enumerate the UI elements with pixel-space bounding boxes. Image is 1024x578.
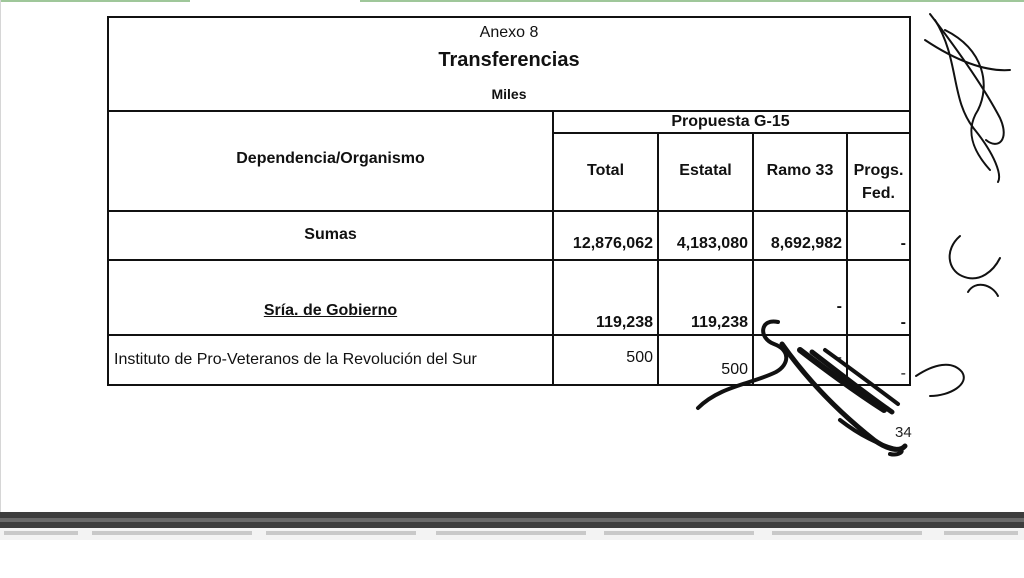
rule-below-title [109, 110, 909, 112]
scan-edge-strip [0, 528, 1024, 540]
instituto-progs-fed: - [900, 365, 906, 382]
scan-edge-band-inner [0, 518, 1024, 522]
col-header-total: Total [586, 162, 625, 179]
col-header-ramo33: Ramo 33 [766, 162, 834, 179]
instituto-ramo33: - [836, 349, 842, 366]
group-header: Propuesta G-15 [671, 113, 790, 130]
rule-below-group-header [552, 132, 909, 134]
col-header-estatal: Estatal [679, 162, 732, 179]
sumas-ramo33: 8,692,982 [770, 235, 842, 252]
gobierno-estatal: 119,238 [691, 314, 748, 331]
top-rule-right [360, 0, 1024, 2]
instituto-estatal: 500 [721, 361, 748, 378]
sumas-estatal: 4,183,080 [676, 235, 748, 252]
col-header-progs-fed-2: Fed. [862, 185, 895, 202]
gobierno-total: 119,238 [596, 314, 653, 331]
row-label-instituto: Instituto de Pro-Veteranos de la Revolución del Sur [114, 351, 477, 368]
left-edge [0, 0, 1, 512]
rule-below-sumas [109, 259, 909, 261]
row-label-gobierno: Sría. de Gobierno [263, 302, 398, 319]
gobierno-progs-fed: - [900, 314, 906, 331]
page-number: 34 [895, 424, 912, 441]
document-title: Transferencias [438, 49, 580, 71]
units-label: Miles [491, 86, 527, 102]
col-header-progs-fed-1: Progs. [853, 162, 904, 179]
annex-label: Anexo 8 [479, 24, 539, 41]
top-rule-left [0, 0, 190, 2]
gobierno-ramo33: - [836, 298, 842, 315]
row-label-sumas: Sumas [304, 226, 357, 243]
sumas-progs-fed: - [900, 235, 906, 252]
annex-table [107, 16, 911, 386]
rule-below-column-headers [109, 210, 909, 212]
col-header-dependency: Dependencia/Organismo [236, 150, 425, 167]
instituto-total: 500 [626, 349, 653, 366]
rule-below-gobierno [109, 334, 909, 336]
sumas-total: 12,876,062 [572, 235, 653, 252]
